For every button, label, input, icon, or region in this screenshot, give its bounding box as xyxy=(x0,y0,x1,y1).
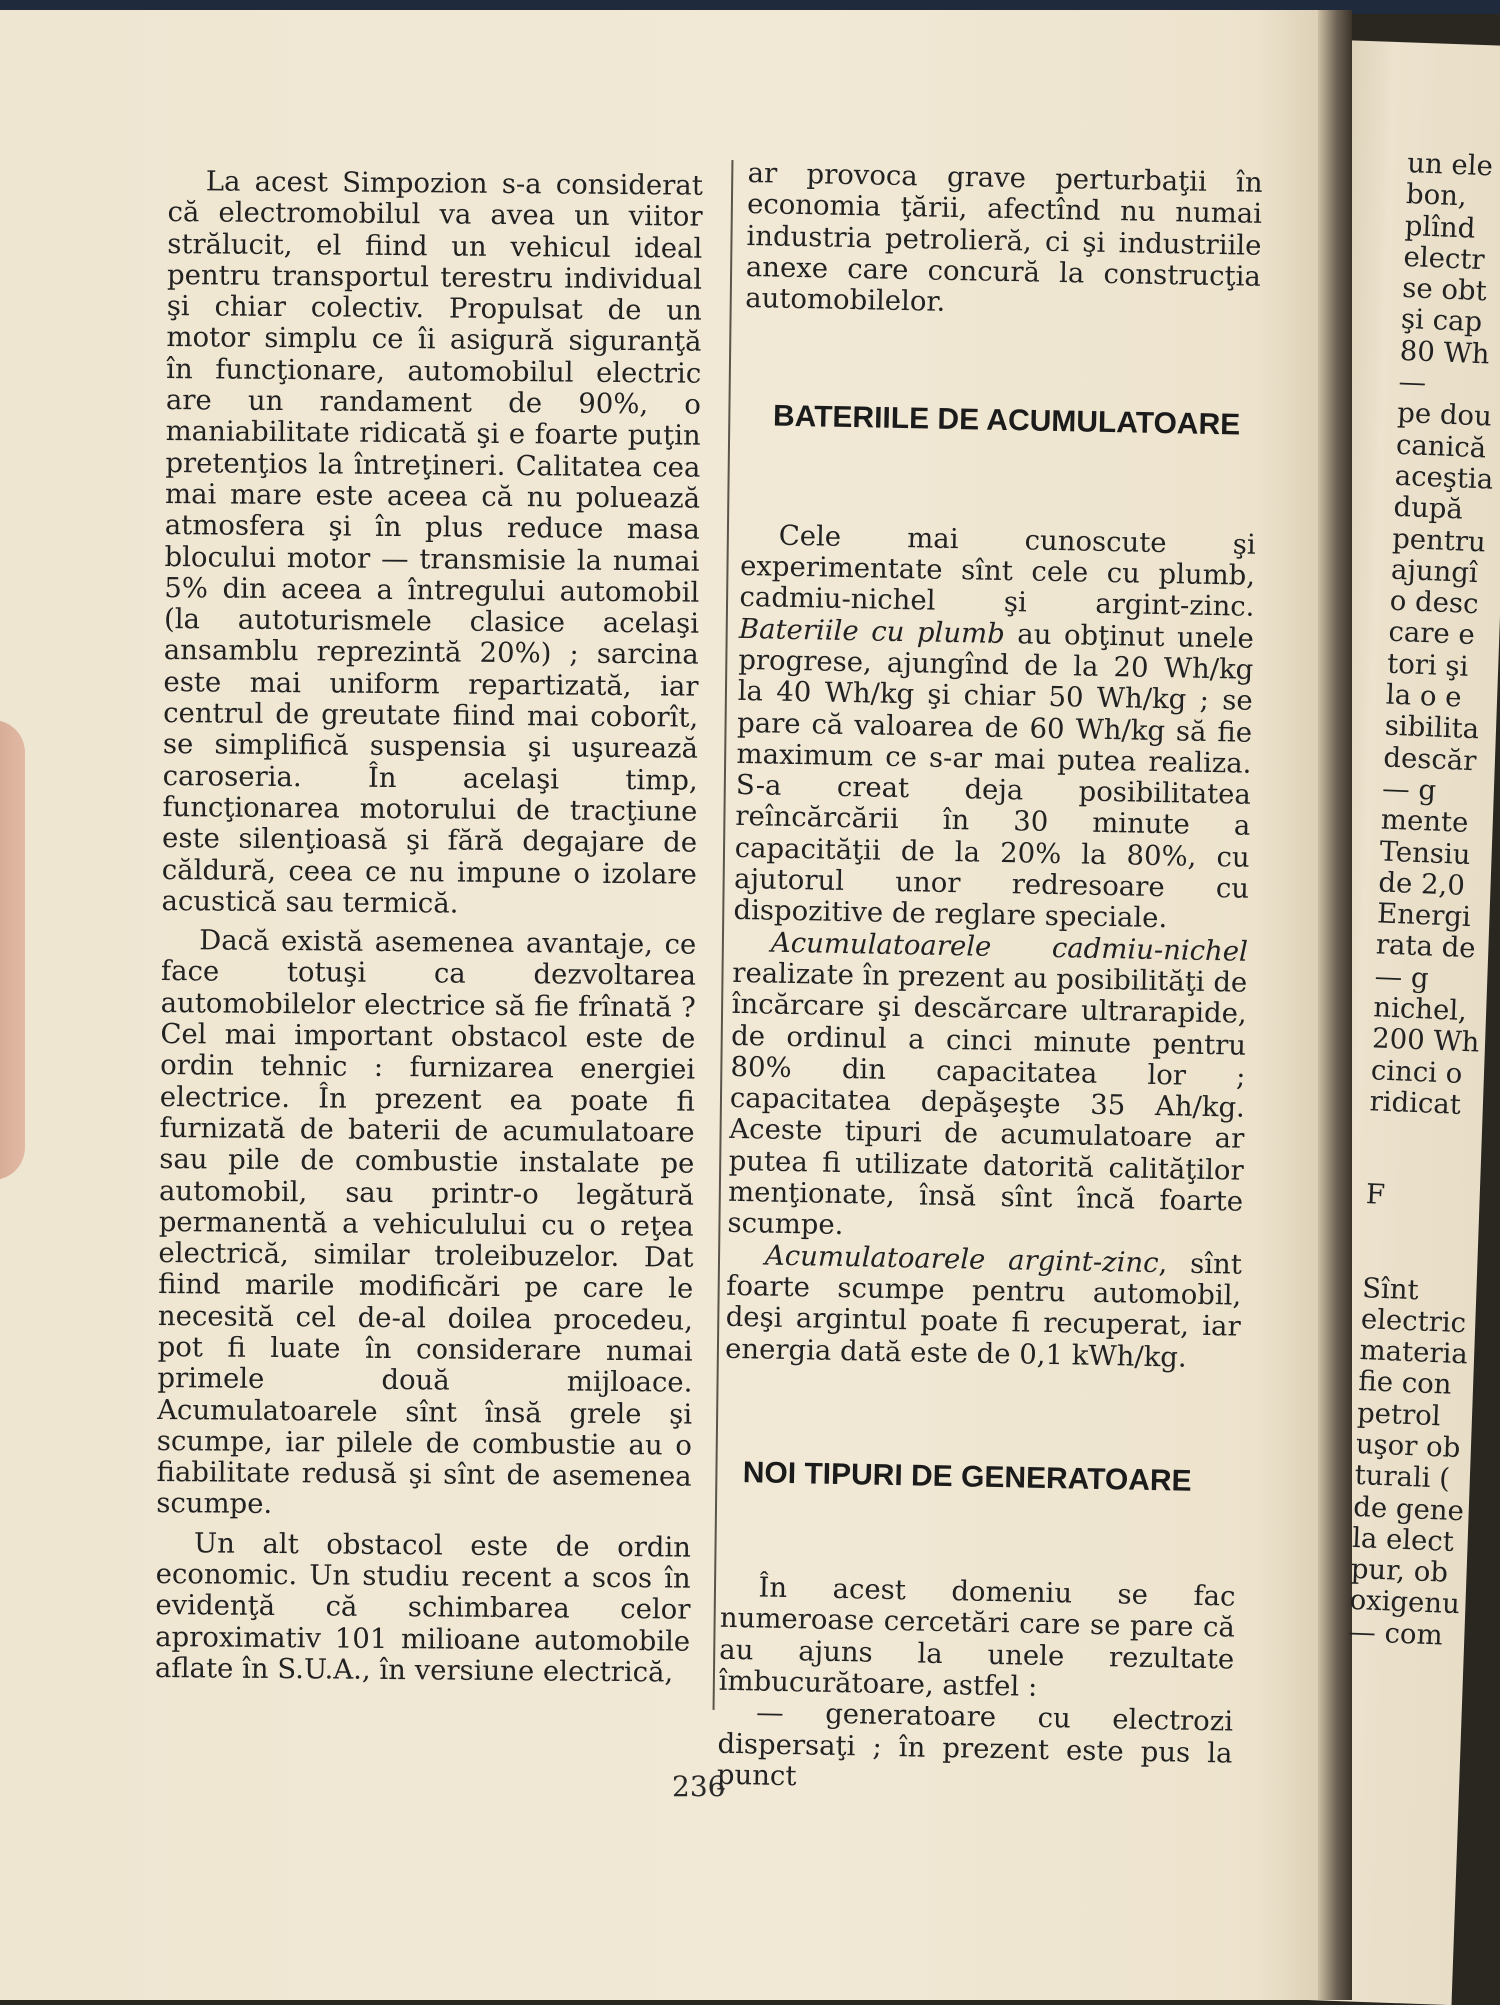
facing-page-fragment: materia xyxy=(1359,1334,1469,1371)
batteries-paragraph-2 xyxy=(727,926,1248,1249)
facing-page-fragment: 200 Wh xyxy=(1371,1022,1481,1059)
facing-page-fragment: plînd xyxy=(1404,209,1476,245)
batteries-p3-rest: , sînt foarte scumpe pentru automobil, deşi argintul poate fi recuperat, iar energia dată este de 0,1 kWh/kg. xyxy=(724,1246,1243,1374)
facing-page-fragment: după xyxy=(1392,490,1464,526)
batteries-paragraph-1 xyxy=(733,520,1256,937)
facing-page-fragment: Sînt xyxy=(1361,1271,1420,1306)
facing-page-fragment: F xyxy=(1365,1178,1386,1212)
facing-page-fragment: — g xyxy=(1374,960,1430,995)
facing-page-fragment: pe dou xyxy=(1396,397,1493,433)
facing-page-fragment: pur, ob xyxy=(1350,1553,1449,1589)
section-heading-generators: NOI TIPURI DE GENERATOARE xyxy=(742,1455,1192,1498)
section-heading-batteries: BATERIILE DE ACUMULATOARE xyxy=(772,400,1241,442)
left-column xyxy=(155,166,703,1689)
facing-page-fragment: mente xyxy=(1380,803,1469,840)
facing-page-fragment: Energi xyxy=(1376,897,1472,934)
facing-page-fragment: nichel, xyxy=(1372,991,1468,1028)
batteries-p2-rest: realizate în prezent au posibilităţi de încărcare şi descărcare ultrarapide, de ordinul a cinci minute pentru 80% din capacitatea lor ; capacitatea depăşeşte 35 Ah/kg. Aceste tipuri de acumulatoare ar putea fi utilizate datorită calităţilor menţionate, însă sînt încă foarte scumpe. xyxy=(727,956,1248,1242)
facing-page-fragment: turali ( xyxy=(1354,1459,1451,1496)
facing-page-fragment: şi cap xyxy=(1400,303,1483,339)
facing-page-fragment: cinci o xyxy=(1370,1053,1463,1090)
thumb-holding-page xyxy=(0,720,25,1180)
batteries-p1-rest: au obţinut unele progrese, ajungînd de la 20 Wh/kg la 40 Wh/kg şi chiar 50 Wh/kg ; se pare că valoarea de 60 Wh/kg să fie maximum ce s-ar mai putea realiza. S-a creat deja posibilitatea reîncărcării în 30 minute a capacităţii de la 20% la 80%, cu ajutorul unor redresoare cu dispozitive de reglare speciale. xyxy=(733,617,1255,935)
left-paragraph-2: Dacă există asemenea avantaje, ce face totuşi ca dezvoltarea automobilelor electrice să fie frînată ? Cel mai important obstacol este de ordin tehnic : furnizarea energiei electrice. În prezent ea poate fi furnizată de baterii de acumulatoare sau pile de combustie instalate pe automobil, sau printr-o legătură permanentă a vehiculului cu o reţea electrică, similar troleibuzelor. Dat fiind marile modificări pe care le necesită cel de-al doilea procedeu, pot fi luate în considerare numai primele două mijloace. Acumulatoarele sînt însă grele şi scumpe, iar pilele de combustie au o fiabilitate redusă şi sînt de asemenea scumpe. xyxy=(156,924,697,1521)
facing-page-fragment: care e xyxy=(1387,616,1476,652)
facing-page-fragment: ridicat xyxy=(1369,1085,1462,1121)
facing-page-fragment: petrol xyxy=(1356,1396,1442,1433)
facing-page-fragment: rata de xyxy=(1375,928,1477,965)
facing-page-fragment: descăr xyxy=(1382,741,1478,777)
facing-page-fragment: uşor ob xyxy=(1355,1427,1461,1465)
facing-page-fragment: un ele xyxy=(1406,147,1494,183)
facing-page-fragment: pentru xyxy=(1391,522,1487,558)
batteries-p1-text: Cele mai cunoscute şi experimentate sînt cele cu plumb, cadmiu-nichel şi argint-zinc. xyxy=(739,519,1256,624)
facing-page-fragment: la elect xyxy=(1351,1521,1455,1558)
facing-page-fragment: electr xyxy=(1402,240,1486,277)
generators-paragraph-2: — generatoare cu electrozi dispersaţi ; în prezent este pus la punct xyxy=(716,1696,1234,1793)
facing-page-fragment: canică xyxy=(1395,428,1487,465)
section-batteries xyxy=(725,520,1256,1375)
middle-continuation: ar provoca grave perturbaţii în economia ţării, afectînd nu numai industria petrolieră, ci şi industriile anexe care concură la construcţia automobilelor. xyxy=(745,157,1263,318)
facing-page-fragment: se obt xyxy=(1401,272,1488,308)
facing-page-fragment: electric xyxy=(1360,1302,1467,1340)
left-paragraph-1: La acest Simpozion s-a considerat că electromobilul va avea un viitor strălucit, el fiind un vehicul ideal pentru transportul terestru individual şi chiar colectiv. Propulsat de un motor simplu ce îi asigură siguranţă în funcţionare, automobilul electric are un randament de 90%, o maniabilitate ridicată şi e foarte puţin pretenţios la întreţineri. Calitatea cea mai mare este aceea că nu poluează atmosfera şi în plus reduce masa blocului motor — transmisie la numai 5% din aceea a întregului automobil (la autoturismele clasice acelaşi ansamblu reprezintă 20%) ; sarcina este mai uniform repartizată, iar centrul de greutate fiind mai coborît, se simplifică suspensia şi uşurează caroseria. În acelaşi timp, funcţionarea motorului de tracţiune este silenţioasă şi fără degajare de căldură, ceea ce nu impune o izolare acustică sau termică. xyxy=(161,165,703,920)
facing-page-fragment: oxigenu xyxy=(1349,1584,1461,1621)
facing-page-fragment: de 2,0 xyxy=(1377,866,1466,902)
facing-page-fragment: — g xyxy=(1381,772,1437,807)
facing-page-fragment: bon, xyxy=(1405,178,1468,213)
batteries-paragraph-3 xyxy=(725,1239,1242,1374)
batteries-p2-term: Acumulatoarele cadmiu-nichel xyxy=(770,926,1249,968)
facing-page-fragment: aceştia xyxy=(1394,459,1494,496)
batteries-p3-term: Acumulatoarele argint-zinc xyxy=(764,1239,1159,1279)
facing-page-fragment: 80 Wh xyxy=(1399,334,1491,371)
page-number: 236 xyxy=(672,1770,726,1803)
facing-page-fragment: — com xyxy=(1347,1615,1444,1652)
left-paragraph-3: Un alt obstacol este de ordin economic. Un studiu recent a scos în evidenţă că schimbarea celor aproximativ 101 milioane automobile aflate în S.U.A., în versiune electrică, xyxy=(154,1527,692,1689)
facing-page-fragment: Tensiu xyxy=(1379,834,1472,871)
facing-page-fragment: de gene xyxy=(1352,1490,1465,1527)
facing-page-fragment: fie con xyxy=(1357,1365,1453,1402)
facing-page-fragment: — xyxy=(1397,365,1427,399)
generators-paragraph-1: În acest domeniu se fac numeroase cercetări care se pare că au ajuns la unele rezultate îmbucurătoare, astfel : xyxy=(718,1571,1236,1703)
facing-page-fragment: ajungî xyxy=(1390,553,1479,589)
middle-column xyxy=(717,158,1263,1801)
batteries-p1-term: Bateriile cu plumb xyxy=(738,612,1006,650)
section-generators xyxy=(717,1572,1236,1801)
facing-page-fragment: la o e xyxy=(1385,678,1463,714)
facing-page-fragment: sibilita xyxy=(1384,709,1480,746)
book-gutter xyxy=(1318,10,1352,2000)
facing-page-fragment: tori şi xyxy=(1386,647,1470,683)
facing-page-fragment: o desc xyxy=(1389,584,1480,621)
